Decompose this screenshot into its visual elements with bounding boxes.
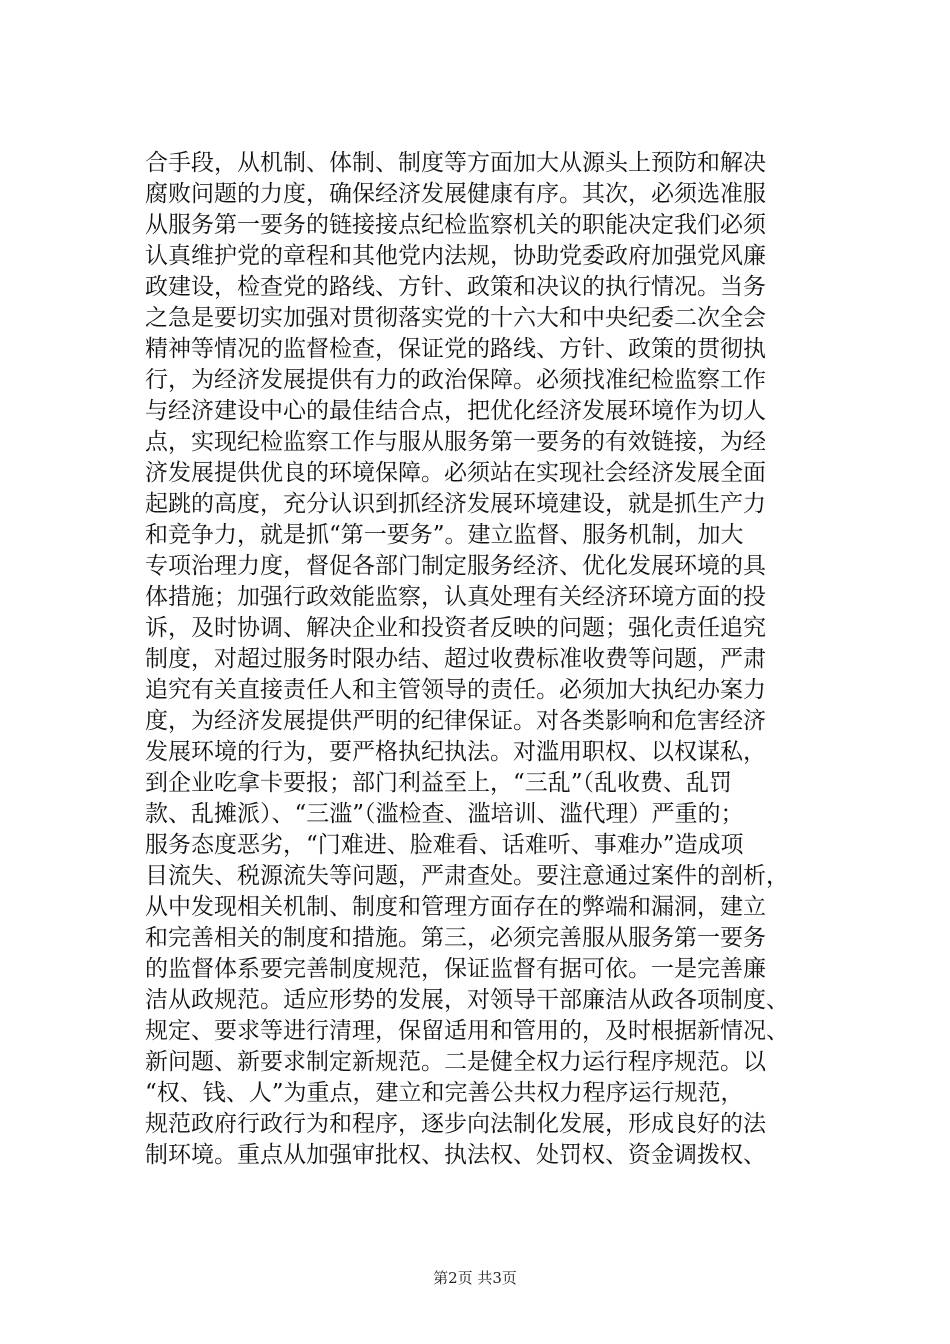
text-line: 点，实现纪检监察工作与服从服务第一要务的有效链接，为经 xyxy=(145,429,766,455)
text-line: 洁从政规范。适应形势的发展，对领导干部廉洁从政各项制度、 xyxy=(145,987,789,1013)
text-line: 发展环境的行为，要严格执纪执法。对滥用职权、以权谋私， xyxy=(145,739,766,765)
text-line: 腐败问题的力度，确保经济发展健康有序。其次，必须选准服 xyxy=(145,181,766,207)
text-line: 之急是要切实加强对贯彻落实党的十六大和中央纪委二次全会 xyxy=(145,305,766,331)
text-line: 和完善相关的制度和措施。第三，必须完善服从服务第一要务 xyxy=(145,925,766,951)
text-line: 追究有关直接责任人和主管领导的责任。必须加大执纪办案力 xyxy=(145,677,766,703)
text-line: 从中发现相关机制、制度和管理方面存在的弊端和漏洞，建立 xyxy=(145,894,766,920)
text-line: 体措施；加强行政效能监察，认真处理有关经济环境方面的投 xyxy=(145,584,766,610)
text-line: 诉，及时协调、解决企业和投资者反映的问题；强化责任追究 xyxy=(145,615,766,641)
text-line: 从服务第一要务的链接接点纪检监察机关的职能决定我们必须 xyxy=(145,212,766,238)
text-line: 精神等情况的监督检查，保证党的路线、方针、政策的贯彻执 xyxy=(145,336,766,362)
text-line: “权、钱、人”为重点，建立和完善公共权力程序运行规范， xyxy=(145,1080,744,1106)
text-line: 目流失、税源流失等问题，严肃查处。要注意通过案件的剖析， xyxy=(145,863,789,889)
text-line: 和竞争力，就是抓“第一要务”。建立监督、服务机制，加大 xyxy=(145,522,744,548)
text-line: 济发展提供优良的环境保障。必须站在实现社会经济发展全面 xyxy=(145,460,766,486)
text-line: 到企业吃拿卡要报；部门利益至上，“三乱”（乱收费、乱罚 xyxy=(145,770,733,796)
body-text xyxy=(145,148,825,1171)
text-line: 专项治理力度，督促各部门制定服务经济、优化发展环境的具 xyxy=(145,553,766,579)
text-line: 款、乱摊派）、“三滥”（滥检查、滥培训、滥代理）严重的； xyxy=(145,801,744,827)
page-footer: 第2页 共3页 xyxy=(433,1269,517,1287)
text-line: 合手段，从机制、体制、制度等方面加大从源头上预防和解决 xyxy=(145,150,766,176)
text-line: 新问题、新要求制定新规范。二是健全权力运行程序规范。以 xyxy=(145,1049,766,1075)
text-line: 与经济建设中心的最佳结合点，把优化经济发展环境作为切人 xyxy=(145,398,766,424)
text-line: 行，为经济发展提供有力的政治保障。必须找准纪检监察工作 xyxy=(145,367,766,393)
text-line: 政建设，检查党的路线、方针、政策和决议的执行情况。当务 xyxy=(145,274,766,300)
text-line: 制度，对超过服务时限办结、超过收费标准收费等问题，严肃 xyxy=(145,646,766,672)
text-line: 规范政府行政行为和程序，逐步向法制化发展，形成良好的法 xyxy=(145,1111,766,1137)
text-line: 规定、要求等进行清理，保留适用和管用的，及时根据新情况、 xyxy=(145,1018,789,1044)
text-line: 认真维护党的章程和其他党内法规，协助党委政府加强党风廉 xyxy=(145,243,766,269)
text-line: 服务态度恶劣，“门难进、脸难看、话难听、事难办”造成项 xyxy=(145,832,744,858)
text-line: 度，为经济发展提供严明的纪律保证。对各类影响和危害经济 xyxy=(145,708,766,734)
text-line: 起跳的高度，充分认识到抓经济发展环境建设，就是抓生产力 xyxy=(145,491,766,517)
text-line: 制环境。重点从加强审批权、执法权、处罚权、资金调拨权、 xyxy=(145,1142,766,1168)
text-line: 的监督体系要完善制度规范，保证监督有据可依。一是完善廉 xyxy=(145,956,766,982)
